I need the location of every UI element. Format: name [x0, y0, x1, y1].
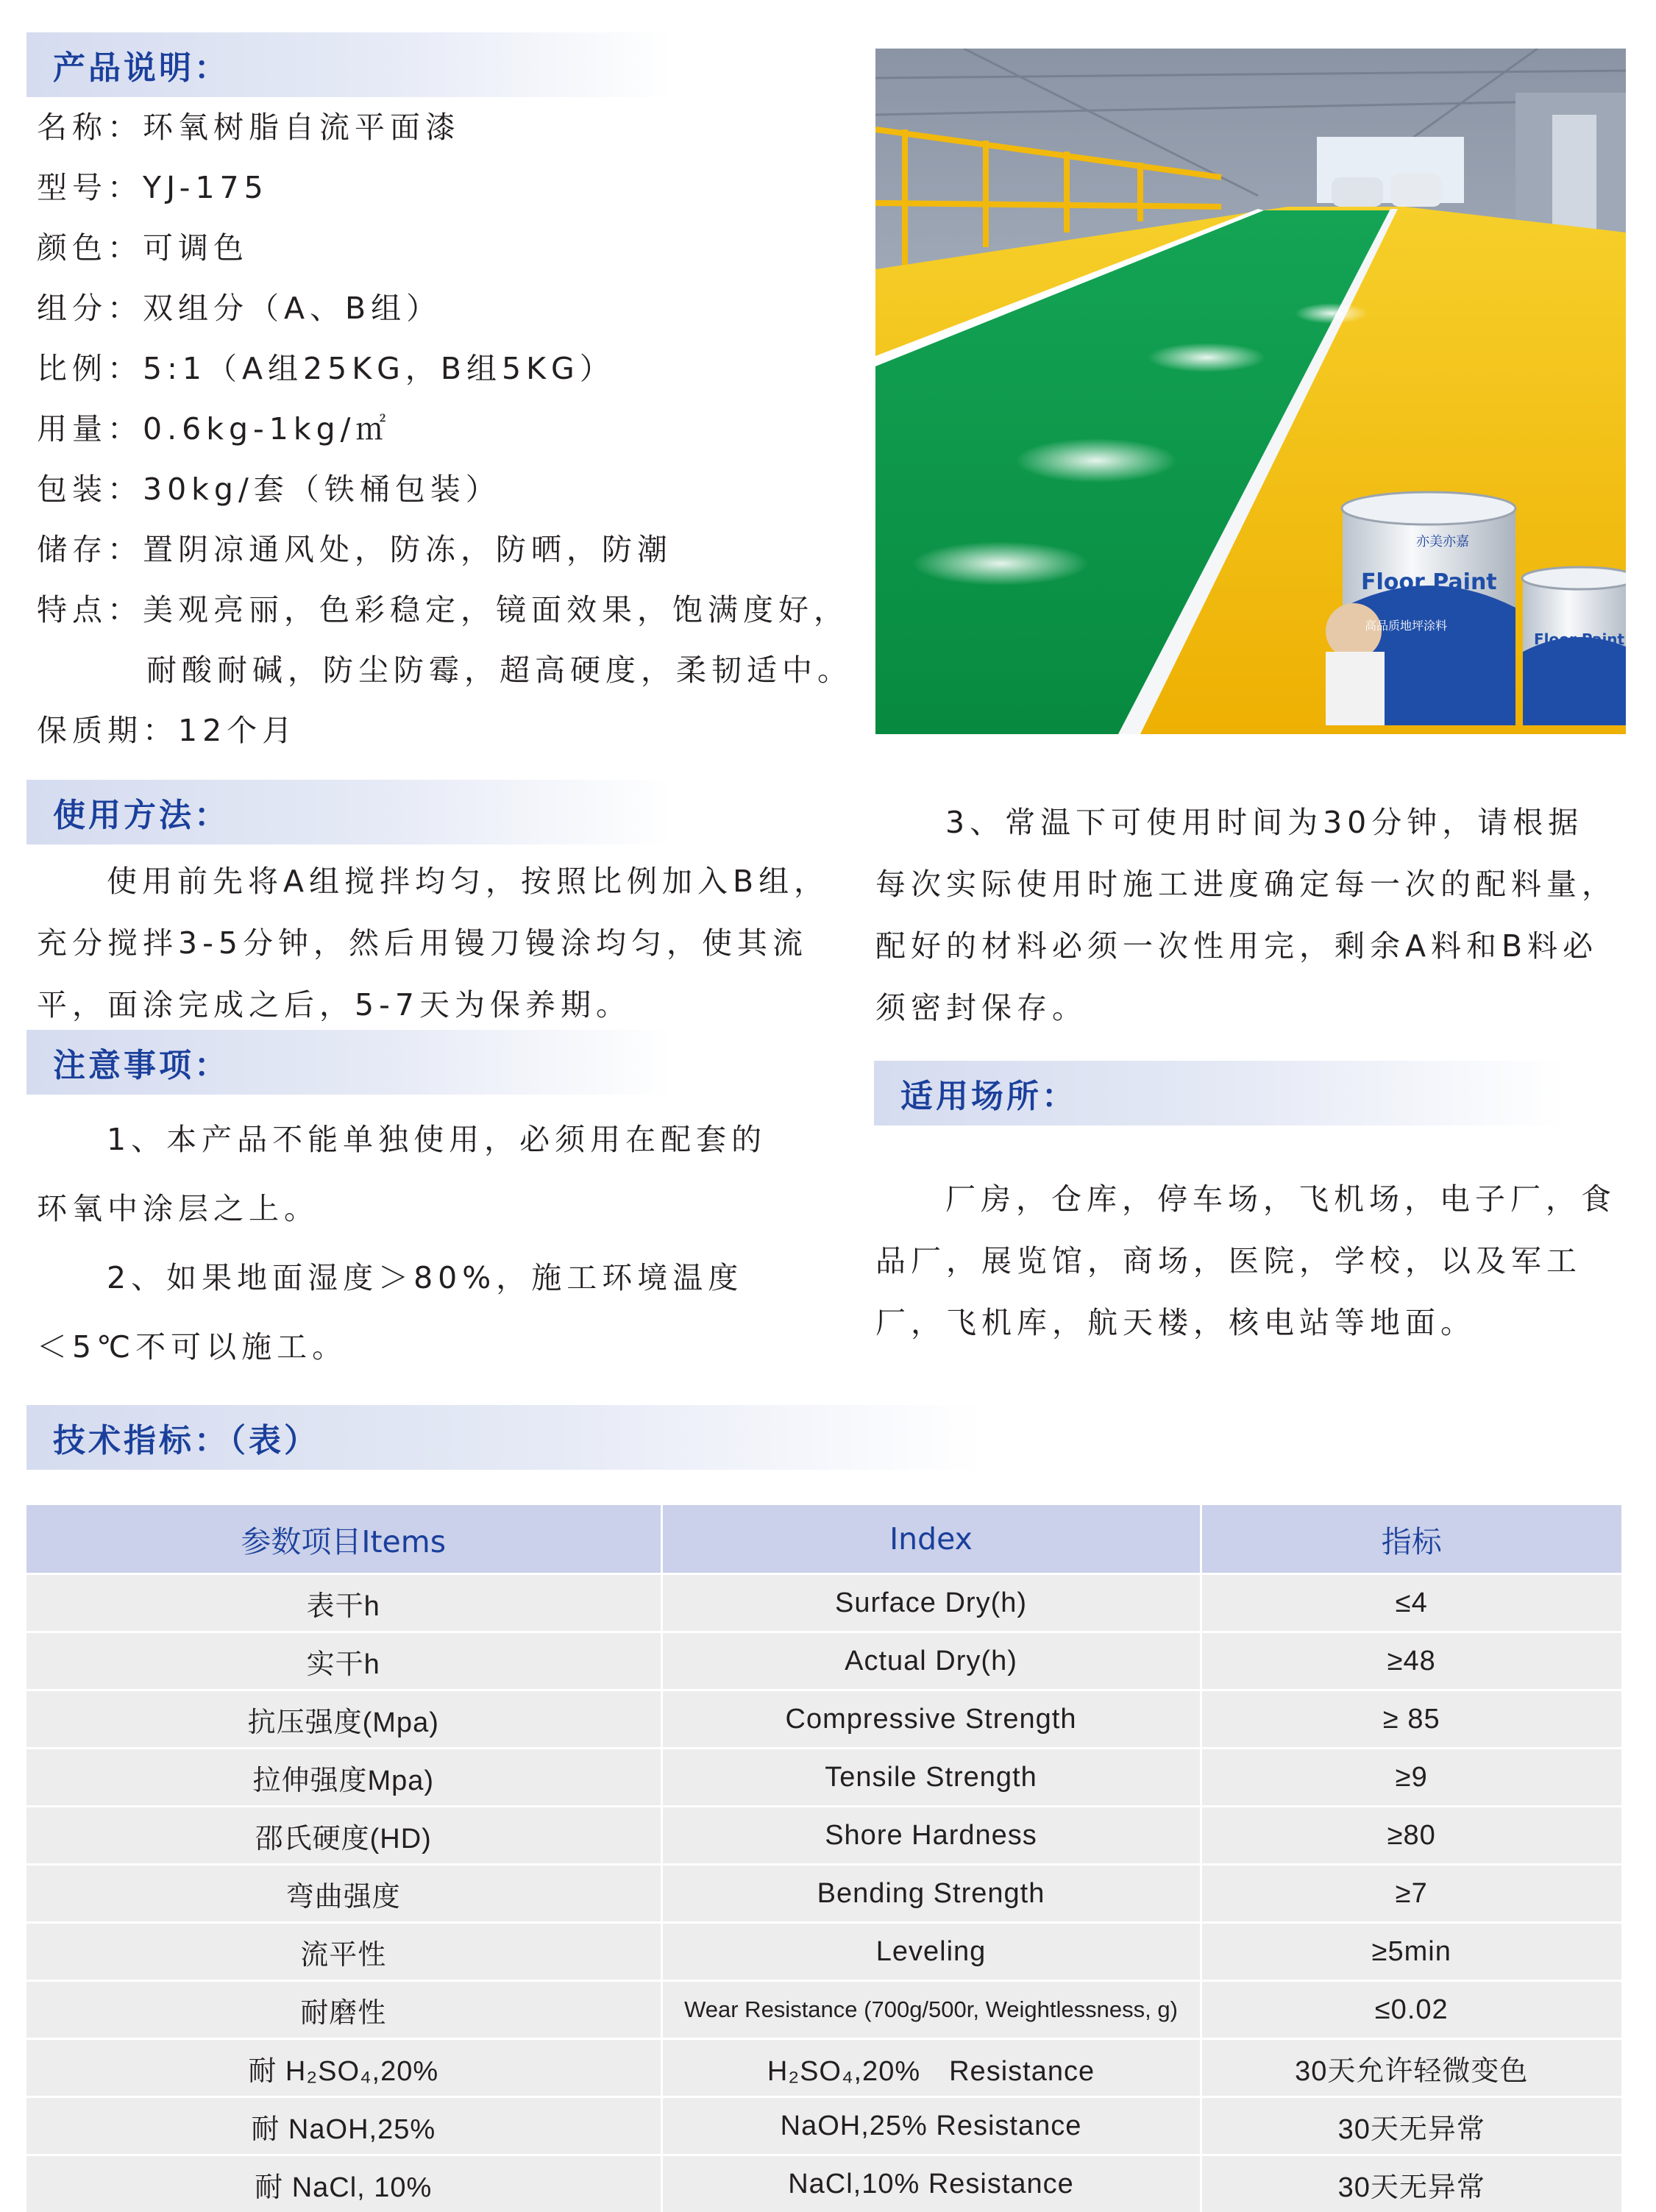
spec-name: 名称：环氧树脂自流平面漆: [37, 97, 868, 157]
places-block: [875, 1168, 1626, 1354]
cell-item: 耐磨性: [26, 1981, 661, 2039]
table-row: [26, 1923, 1621, 1981]
cell-item: 拉伸强度Mpa): [26, 1749, 661, 1807]
cell-index: Tensile Strength: [661, 1749, 1201, 1807]
usage-text: 使用前先将A组搅拌均匀，按照比例加入B组，充分搅拌3-5分钟，然后用镘刀镘涂均匀，使其流平，面涂完成之后，5-7天为保养期。: [37, 850, 853, 1036]
section-header-product: [26, 32, 674, 97]
section-title: 适用场所：: [874, 1070, 1077, 1117]
factory-floor-image: [875, 49, 1626, 734]
can-sub-large: International Quality: [1365, 597, 1471, 609]
spec-usage-amount: 用量：0.6kg-1kg/㎡: [37, 399, 868, 459]
notes-block: [37, 1105, 853, 1381]
table-row: [26, 2039, 1621, 2097]
section-header-notes: [26, 1030, 674, 1095]
cell-index: Compressive Strength: [661, 1690, 1201, 1749]
can-title-large: Floor Paint: [1361, 569, 1497, 595]
spec-model: 型号：YJ-175: [37, 157, 868, 218]
note-3-block: [875, 792, 1618, 1039]
note-1-cont: 环氧中涂层之上。: [37, 1174, 853, 1243]
can-brand: 亦美亦嘉: [1416, 534, 1469, 550]
cell-value: ≥ 85: [1201, 1690, 1621, 1749]
cell-index: Wear Resistance (700g/500r, Weightlessness, g): [661, 1981, 1201, 2039]
cell-value: ≥5min: [1201, 1923, 1621, 1981]
table-header-row: [26, 1505, 1621, 1574]
section-header-tech: [26, 1405, 983, 1470]
cell-index: Leveling: [661, 1923, 1201, 1981]
cell-item: 弯曲强度: [26, 1865, 661, 1923]
cell-item: 抗压强度(Mpa): [26, 1690, 661, 1749]
cell-item: 流平性: [26, 1923, 661, 1981]
spec-ratio: 比例：5:1（A组25KG，B组5KG）: [37, 338, 868, 399]
spec-list: [37, 97, 868, 761]
section-header-usage: [26, 780, 674, 844]
cell-item: 耐 H₂SO₄,20%: [26, 2039, 661, 2097]
cell-item: 耐 NaOH,25%: [26, 2097, 661, 2155]
section-title: 产品说明：: [26, 41, 230, 88]
header-spec: 指标: [1201, 1505, 1621, 1574]
cell-item: 邵氏硬度(HD): [26, 1807, 661, 1865]
spec-storage: 储存：置阴凉通风处，防冻，防晒，防潮: [37, 519, 868, 580]
table-row: [26, 1807, 1621, 1865]
spec-shelf-life: 保质期：12个月: [37, 700, 868, 761]
table-row: [26, 2155, 1621, 2212]
cell-value: 30天无异常: [1201, 2155, 1621, 2212]
cell-value: ≥48: [1201, 1632, 1621, 1690]
can-title-small: Floor Paint: [1534, 630, 1625, 648]
table-row: [26, 1690, 1621, 1749]
cell-index: NaCl,10% Resistance: [661, 2155, 1201, 2212]
usage-paragraph: [37, 850, 853, 1036]
section-title: 技术指标：（表）: [26, 1414, 319, 1461]
can-cn-large: 高品质地坪涂料: [1365, 619, 1447, 633]
cell-item: 表干h: [26, 1574, 661, 1632]
cell-value: ≤0.02: [1201, 1981, 1621, 2039]
header-index: Index: [661, 1505, 1201, 1574]
cell-index: Surface Dry(h): [661, 1574, 1201, 1632]
places-text: 厂房，仓库，停车场，飞机场，电子厂，食品厂，展览馆，商场，医院，学校，以及军工厂，飞机库，航天楼，核电站等地面。: [875, 1168, 1626, 1354]
cell-index: H₂SO₄,20% Resistance: [661, 2039, 1201, 2097]
cell-value: ≥80: [1201, 1807, 1621, 1865]
cell-value: ≤4: [1201, 1574, 1621, 1632]
spec-color: 颜色：可调色: [37, 218, 868, 278]
cell-value: 30天允许轻微变色: [1201, 2039, 1621, 2097]
header-items: 参数项目Items: [26, 1505, 661, 1574]
spec-features: 特点：美观亮丽，色彩稳定，镜面效果，饱满度好，: [37, 580, 868, 640]
table-row: [26, 1574, 1621, 1632]
note-2: 2、如果地面湿度＞80%，施工环境温度: [37, 1243, 853, 1312]
product-photo: [875, 49, 1626, 734]
note-2-cont: ＜5℃不可以施工。: [37, 1312, 853, 1381]
table-row: [26, 1749, 1621, 1807]
table-row: [26, 1981, 1621, 2039]
spec-features-cont: 耐酸耐碱，防尘防霉，超高硬度，柔韧适中。: [37, 640, 868, 700]
spec-components: 组分：双组分（A、B组）: [37, 278, 868, 338]
table-row: [26, 1865, 1621, 1923]
section-header-places: [874, 1061, 1566, 1125]
section-title: 使用方法：: [26, 789, 230, 836]
cell-item: 实干h: [26, 1632, 661, 1690]
cell-value: 30天无异常: [1201, 2097, 1621, 2155]
cell-value: ≥9: [1201, 1749, 1621, 1807]
spec-packaging: 包装：30kg/套（铁桶包装）: [37, 459, 868, 519]
note-1: 1、本产品不能单独使用，必须用在配套的: [37, 1105, 853, 1174]
tech-table: [26, 1505, 1621, 2212]
cell-item: 耐 NaCl, 10%: [26, 2155, 661, 2212]
cell-index: NaOH,25% Resistance: [661, 2097, 1201, 2155]
cell-index: Actual Dry(h): [661, 1632, 1201, 1690]
cell-index: Shore Hardness: [661, 1807, 1201, 1865]
cell-index: Bending Strength: [661, 1865, 1201, 1923]
note-3: 3、常温下可使用时间为30分钟，请根据每次实际使用时施工进度确定每一次的配料量，配好的材料必须一次性用完，剩余A料和B料必须密封保存。: [875, 792, 1618, 1039]
table-row: [26, 1632, 1621, 1690]
cell-value: ≥7: [1201, 1865, 1621, 1923]
section-title: 注意事项：: [26, 1039, 230, 1086]
table-row: [26, 2097, 1621, 2155]
